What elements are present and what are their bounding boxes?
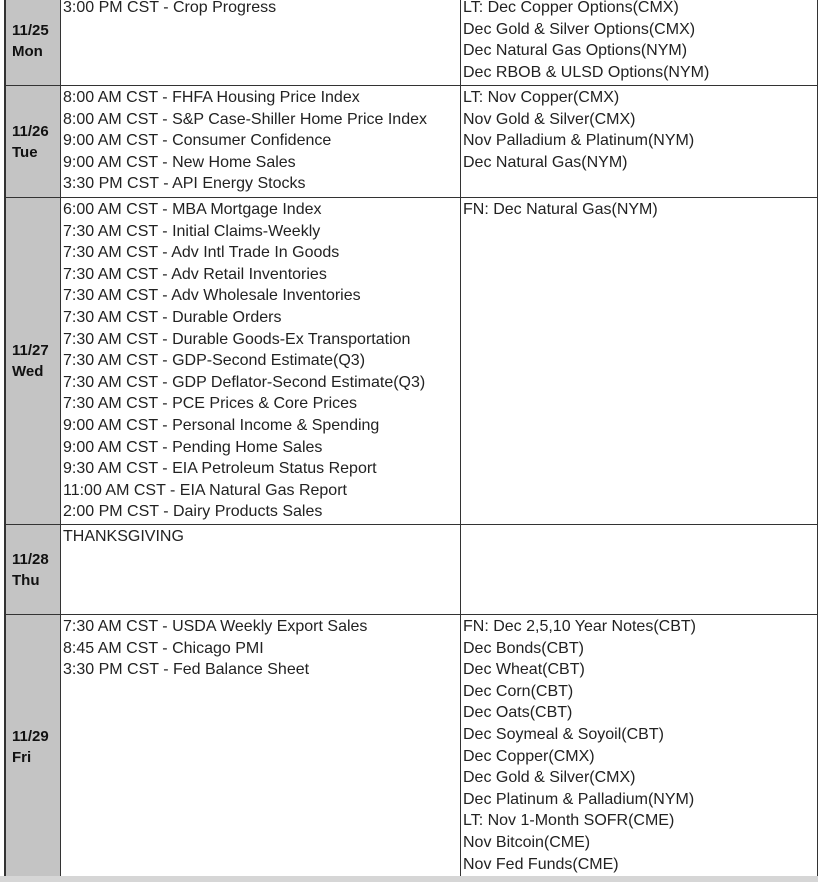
day-row [4, 0, 818, 86]
expiration-item: Dec RBOB & ULSD Options(NYM) [463, 63, 710, 81]
expiration-item: Dec Soymeal & Soyoil(CBT) [463, 725, 664, 743]
economic-calendar-table [4, 0, 818, 879]
expiration-item: FN: Dec Natural Gas(NYM) [463, 201, 658, 218]
expirations-cell [461, 0, 818, 85]
event-item: 7:30 AM CST - Durable Orders [63, 308, 282, 326]
event-item: 9:00 AM CST - Pending Home Sales [63, 438, 323, 456]
event-item: 9:30 AM CST - EIA Petroleum Status Report [63, 460, 377, 478]
event-item: 7:30 AM CST - Durable Goods-Ex Transportation [63, 330, 411, 348]
expiration-item: LT: Dec Copper Options(CMX) [463, 0, 679, 16]
event-item: 7:30 AM CST - Initial Claims-Weekly [63, 222, 321, 240]
expiration-item: Dec Gold & Silver(CMX) [463, 769, 636, 787]
horizontal-scrollbar[interactable] [0, 876, 818, 882]
event-item: 7:30 AM CST - Adv Retail Inventories [63, 265, 327, 283]
event-item: 7:30 AM CST - PCE Prices & Core Prices [63, 395, 358, 413]
event-item: 3:00 PM CST - Crop Progress [63, 0, 277, 16]
day-weekday: Fri [12, 749, 32, 766]
expiration-item: Dec Copper(CMX) [463, 747, 595, 765]
expirations-cell [461, 525, 818, 614]
expiration-item: Nov Palladium & Platinum(NYM) [463, 132, 695, 150]
events-cell [61, 615, 461, 879]
event-item: 7:30 AM CST - GDP-Second Estimate(Q3) [63, 352, 366, 370]
event-item: 3:30 PM CST - Fed Balance Sheet [63, 661, 310, 679]
day-cell [4, 525, 61, 614]
events-cell [61, 86, 461, 197]
expiration-item: LT: Nov 1-Month SOFR(CME) [463, 812, 675, 830]
day-weekday: Thu [12, 571, 40, 589]
day-row [4, 198, 818, 525]
events-cell [61, 0, 461, 85]
expiration-item: Dec Wheat(CBT) [463, 661, 585, 679]
expiration-item: Dec Bonds(CBT) [463, 639, 584, 657]
day-cell [4, 86, 61, 197]
expirations-cell [461, 86, 818, 197]
day-date: 11/26 [12, 122, 49, 140]
expiration-item: Nov Fed Funds(CME) [463, 855, 619, 873]
event-item: 7:30 AM CST - GDP Deflator-Second Estimate(Q3) [63, 373, 426, 391]
expirations-cell [461, 198, 818, 524]
events-cell [61, 198, 461, 524]
day-date: 11/29 [12, 728, 49, 745]
event-item: 9:00 AM CST - New Home Sales [63, 153, 296, 171]
event-item: 11:00 AM CST - EIA Natural Gas Report [63, 481, 347, 499]
event-item: 6:00 AM CST - MBA Mortgage Index [63, 201, 322, 218]
day-cell [4, 615, 61, 879]
day-row [4, 615, 818, 879]
day-row [4, 86, 818, 198]
event-item: 9:00 AM CST - Personal Income & Spending [63, 416, 380, 434]
event-item: 8:00 AM CST - FHFA Housing Price Index [63, 89, 360, 106]
day-date: 11/28 [12, 550, 49, 568]
event-item: 8:00 AM CST - S&P Case-Shiller Home Price Index [63, 110, 427, 128]
expiration-item: Dec Platinum & Palladium(NYM) [463, 790, 695, 808]
expiration-item: Nov Gold & Silver(CMX) [463, 110, 636, 128]
event-item: 9:00 AM CST - Consumer Confidence [63, 132, 332, 150]
day-date: 11/27 [12, 342, 49, 359]
event-item: 7:30 AM CST - Adv Wholesale Inventories [63, 287, 361, 305]
expiration-item: Nov Bitcoin(CME) [463, 833, 591, 851]
day-weekday: Tue [12, 143, 38, 161]
events-cell [61, 525, 461, 614]
day-weekday: Mon [12, 42, 43, 60]
expiration-item: Dec Corn(CBT) [463, 682, 574, 700]
event-item: 7:30 AM CST - Adv Intl Trade In Goods [63, 244, 340, 262]
event-item: 3:30 PM CST - API Energy Stocks [63, 175, 306, 193]
day-row [4, 525, 818, 615]
event-item: 2:00 PM CST - Dairy Products Sales [63, 503, 323, 521]
event-item: THANKSGIVING [63, 528, 184, 545]
expirations-cell [461, 615, 818, 879]
event-item: 8:45 AM CST - Chicago PMI [63, 639, 264, 657]
expiration-item: LT: Nov Copper(CMX) [463, 89, 620, 106]
expiration-item: Dec Gold & Silver Options(CMX) [463, 20, 696, 38]
expiration-item: Dec Natural Gas Options(NYM) [463, 42, 688, 60]
expiration-item: Dec Oats(CBT) [463, 704, 573, 722]
day-date: 11/25 [12, 21, 49, 39]
event-item: 7:30 AM CST - USDA Weekly Export Sales [63, 618, 368, 635]
day-cell [4, 0, 61, 85]
expiration-item: Dec Natural Gas(NYM) [463, 153, 628, 171]
day-cell [4, 198, 61, 524]
expiration-item: FN: Dec 2,5,10 Year Notes(CBT) [463, 618, 696, 635]
day-weekday: Wed [12, 363, 44, 380]
